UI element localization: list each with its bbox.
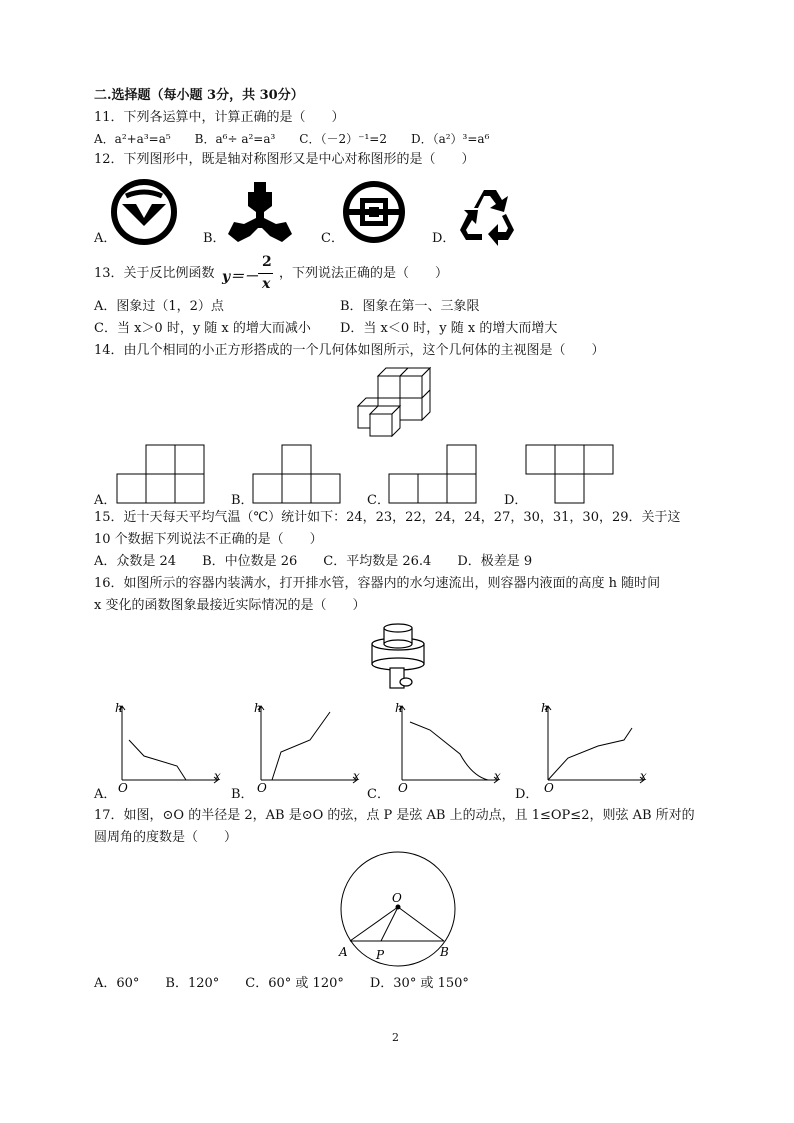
q16-graph-c-axis-h: h xyxy=(395,701,403,715)
q13-fraction-bar xyxy=(258,273,273,274)
q16-label-a: A． xyxy=(94,787,117,802)
q16-graph-d-origin: O xyxy=(544,781,554,795)
q12-label-d: D． xyxy=(432,231,456,246)
q16-graph-a xyxy=(112,700,222,795)
q14-option-c-view xyxy=(389,444,477,504)
q15-options: A．众数是 24 B．中位数是 26 C．平均数是 26.4 D．极差是 9 xyxy=(94,554,533,569)
q16-label-b: B． xyxy=(231,787,254,802)
q11-stem: 11．下列各运算中，计算正确的是（ ） xyxy=(94,110,345,125)
q13-option-b: B．图象在第一、三象限 xyxy=(340,299,480,314)
q17-point-p: P xyxy=(376,948,385,962)
section-title: 二.选择题（每小题 3分，共 30分） xyxy=(94,88,304,103)
q13-option-c: C．当 x＞0 时，y 随 x 的增大而减小 xyxy=(94,321,311,336)
q14-option-d-view xyxy=(526,444,614,504)
q14-label-d: D． xyxy=(504,493,528,508)
q14-label-b: B． xyxy=(231,493,254,508)
q16-graph-b-origin: O xyxy=(257,781,267,795)
q14-option-a-view xyxy=(117,444,205,504)
q13-option-d: D．当 x＜0 时，y 随 x 的增大而增大 xyxy=(340,321,558,336)
q16-graph-d-axis-h: h xyxy=(541,701,549,715)
q14-label-a: A． xyxy=(94,493,117,508)
q16-graph-b-axis-h: h xyxy=(254,701,262,715)
q17-line1: 17．如图，⊙O 的半径是 2，AB 是⊙O 的弦，点 P 是弦 AB 上的动点，且 1≤OP≤2，则弦 AB 所对的 xyxy=(94,808,695,823)
q13-fn-denominator: x xyxy=(262,276,271,292)
q11-options: A．a²+a³=a⁵ B．a⁶÷ a²=a³ C．（－2）⁻¹=2 D．（a²）³=a⁶ xyxy=(94,132,490,146)
q17-options: A．60° B．120° C．60° 或 120° D．30° 或 150° xyxy=(94,976,469,991)
q17-line2: 圆周角的度数是（ ） xyxy=(94,830,238,845)
q16-graph-d-axis-x: x xyxy=(640,769,647,783)
q17-point-b: B xyxy=(440,945,449,959)
q12-figure-c xyxy=(340,178,412,246)
q13-stem-suffix: ，下列说法正确的是（ ） xyxy=(279,266,449,281)
q12-label-c: C． xyxy=(321,231,344,246)
q12-label-b: B． xyxy=(203,231,226,246)
q14-solid-figure xyxy=(354,368,440,436)
q16-graph-b-axis-x: x xyxy=(353,769,360,783)
q12-stem: 12．下列图形中，既是轴对称图形又是中心对称图形的是（ ） xyxy=(94,152,475,167)
q16-graph-a-axis-x: x xyxy=(214,769,221,783)
q16-graph-d xyxy=(538,700,648,795)
q15-line2: 10 个数据下列说法不正确的是（ ） xyxy=(94,532,323,547)
q16-graph-c-origin: O xyxy=(398,781,408,795)
q16-line1: 16．如图所示的容器内装满水，打开排水管，容器内的水匀速流出，则容器内液面的高度 h 随时间 xyxy=(94,576,661,591)
q12-figure-d-recycle-icon xyxy=(452,178,524,246)
q16-graph-a-axis-h: h xyxy=(115,701,123,715)
q16-container-figure xyxy=(368,622,428,692)
q13-stem-prefix: 13．关于反比例函数 xyxy=(94,266,215,281)
q13-option-a: A．图象过（1，2）点 xyxy=(94,299,224,314)
q16-label-d: D． xyxy=(515,787,539,802)
q15-line1: 15．近十天每天平均气温（℃）统计如下：24，23，22，24，24，27，30，31，30，29．关于这 xyxy=(94,510,681,525)
q13-fn-lhs: y＝－ xyxy=(222,269,259,285)
q13-fn-numerator: 2 xyxy=(262,254,272,270)
q16-graph-c xyxy=(392,700,502,795)
q12-figure-a xyxy=(110,178,182,246)
q16-graph-b xyxy=(251,700,361,795)
q14-stem: 14．由几个相同的小正方形搭成的一个几何体如图所示，这个几何体的主视图是（ ） xyxy=(94,343,605,358)
q12-label-a: A． xyxy=(94,231,117,246)
q16-line2: x 变化的函数图象最接近实际情况的是（ ） xyxy=(94,598,366,613)
q17-point-o: O xyxy=(392,891,402,905)
q14-label-c: C． xyxy=(367,493,390,508)
q14-option-b-view xyxy=(253,444,341,504)
q16-graph-c-axis-x: x xyxy=(494,769,501,783)
q16-graph-a-origin: O xyxy=(118,781,128,795)
q17-point-a: A xyxy=(339,945,348,959)
q17-circle-figure xyxy=(334,852,462,970)
q16-label-c: C． xyxy=(367,787,390,802)
page-number: 2 xyxy=(392,1031,399,1044)
q12-figure-b xyxy=(224,178,296,246)
